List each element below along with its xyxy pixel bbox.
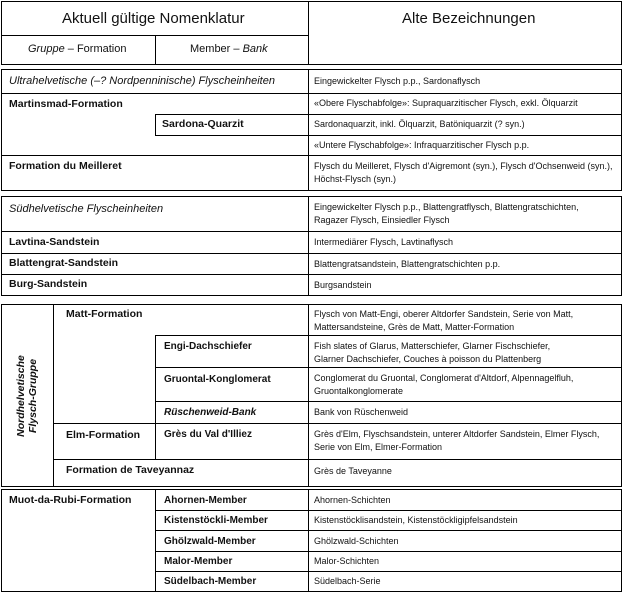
s3-row-line <box>155 401 622 402</box>
member-bank-label <box>190 43 268 56</box>
suedhelvetic-units-old-line1: Eingewickelter Flysch p.p., Blattengratflysch, Blattengratschichten, <box>314 202 579 212</box>
s3-row-line <box>53 423 622 424</box>
group-line-1: Nordhelvetische <box>15 354 28 437</box>
s1-row-line <box>308 114 622 115</box>
kistenstoeckli-member-old: Kistenstöcklisandstein, Kistenstöckligipfelsandstein <box>314 515 518 525</box>
suedelbach-member-old: Südelbach-Serie <box>314 576 381 586</box>
formation-label: – Formation <box>67 43 127 55</box>
meilleret-formation-old-line1: Flysch du Meilleret, Flysch d'Aigremont (syn.), Flysch d'Ochsenweid (syn.), <box>314 161 613 171</box>
current-nomenclature-title: Aktuell gültige Nomenklatur <box>62 10 245 27</box>
blattengrat-sandstein-name: Blattengrat-Sandstein <box>9 257 119 269</box>
engi-dachschiefer-name: Engi-Dachschiefer <box>164 341 252 352</box>
s1-sardona-box-top <box>155 114 308 115</box>
s3-row-line <box>155 335 622 336</box>
s4-row-line <box>155 530 622 531</box>
taveyannaz-formation-name: Formation de Taveyannaz <box>66 464 195 476</box>
meilleret-formation-old-line2: Höchst-Flysch (syn.) <box>314 174 397 184</box>
matt-formation-old-line1: Flysch von Matt-Engi, oberer Altdorfer Sandstein, Serie von Matt, <box>314 309 574 319</box>
s1-row-line <box>1 93 622 94</box>
gres-val-illiez-old-line1: Grès d'Elm, Flyschsandstein, unterer Altdorfer Sandstein, Elmer Flysch, <box>314 429 600 439</box>
s4-row-line <box>155 510 622 511</box>
kistenstoeckli-member-name: Kistenstöckli-Member <box>164 515 268 526</box>
ultrahelvetic-units-name: Ultrahelvetische (–? Nordpenninische) Flyscheinheiten <box>9 75 275 87</box>
elm-formation-name: Elm-Formation <box>66 429 141 441</box>
meilleret-formation-name: Formation du Meilleret <box>9 160 122 172</box>
s4-member-column-line <box>155 489 156 592</box>
martinsmad-formation-old: «Obere Flyschabfolge»: Supraquarzitischer Flysch, exkl. Ölquarzit <box>314 98 578 108</box>
s4-row-line <box>155 571 622 572</box>
gres-val-illiez-name: Grès du Val d'Illiez <box>164 429 252 440</box>
burg-sandstein-name: Burg-Sandstein <box>9 278 88 290</box>
s2-row-line <box>1 231 622 232</box>
gruppe-formation-label <box>28 43 126 56</box>
martinsmad-formation-name: Martinsmad-Formation <box>9 98 123 110</box>
ultrahelvetic-units-old: Eingewickelter Flysch p.p., Sardonaflysch <box>314 76 481 86</box>
matt-formation-name: Matt-Formation <box>66 308 143 320</box>
ahornen-member-name: Ahornen-Member <box>164 495 247 506</box>
engi-dachschiefer-old-line1: Fish slates of Glarus, Matterschiefer, Glarner Fischschiefer, <box>314 341 551 351</box>
gruontal-konglomerat-old-line2: Gruontalkonglomerate <box>314 386 404 396</box>
malor-member-old: Malor-Schichten <box>314 556 380 566</box>
nordhelvetic-group-label <box>1 305 53 486</box>
ahornen-member-old: Ahornen-Schichten <box>314 495 391 505</box>
bank-label: Bank <box>242 43 268 55</box>
suedhelvetic-units-old-line2: Ragazer Flysch, Einsiedler Flysch <box>314 215 450 225</box>
s1-row-line <box>155 135 622 136</box>
blattengrat-sandstein-old: Blattengratsandstein, Blattengratschichten p.p. <box>314 259 501 269</box>
s1-row-line <box>1 155 622 156</box>
ghoelzwald-member-old: Ghölzwald-Schichten <box>314 536 399 546</box>
matt-formation-old-line2: Mattersandsteine, Grès de Matt, Matter-Formation <box>314 322 515 332</box>
gruontal-konglomerat-old-line1: Conglomerat du Gruontal, Conglomerat d'Altdorf, Alpennagelfluh, <box>314 373 574 383</box>
suedhelvetic-units-name: Südhelvetische Flyscheinheiten <box>9 203 164 215</box>
lavtina-sandstein-name: Lavtina-Sandstein <box>9 236 100 248</box>
s2-row-line <box>1 274 622 275</box>
s1-divider-vertical <box>308 69 309 191</box>
taveyannaz-formation-old: Grès de Taveyanne <box>314 466 392 476</box>
muot-da-rubi-formation-name: Muot-da-Rubi-Formation <box>9 494 132 506</box>
s1-sardona-box-left <box>155 114 156 136</box>
header-divider-vertical <box>308 1 309 65</box>
suedelbach-member-name: Südelbach-Member <box>164 576 257 587</box>
header-subdivider <box>155 35 156 65</box>
lavtina-sandstein-old: Intermediärer Flysch, Lavtinaflysch <box>314 237 454 247</box>
gres-val-illiez-old-line2: Serie von Elm, Elmer-Formation <box>314 442 443 452</box>
sardona-quarzit-old: Sardonaquarzit, inkl. Ölquarzit, Batöniquarzit (? syn.) <box>314 119 525 129</box>
s2-divider-vertical <box>308 196 309 296</box>
untere-flyschabfolge-old: «Untere Flyschabfolge»: Infraquarzitischer Flysch p.p. <box>314 140 530 150</box>
member-label: Member – <box>190 43 240 55</box>
ghoelzwald-member-name: Ghölzwald-Member <box>164 536 256 547</box>
group-line-2: Flysch-Gruppe <box>27 358 40 433</box>
nordhelvetic-group-rotated <box>15 355 39 437</box>
sardona-quarzit-name: Sardona-Quarzit <box>162 118 244 130</box>
rueschenweid-bank-name: Rüschenweid-Bank <box>164 407 257 418</box>
burg-sandstein-old: Burgsandstein <box>314 280 372 290</box>
gruontal-konglomerat-name: Gruontal-Konglomerat <box>164 374 271 385</box>
s4-row-line <box>155 551 622 552</box>
malor-member-name: Malor-Member <box>164 556 233 567</box>
s3-row-line <box>53 459 622 460</box>
s2-row-line <box>1 253 622 254</box>
s3-row-line <box>155 367 622 368</box>
gruppe-label: Gruppe <box>28 43 65 55</box>
s4-divider-vertical <box>308 489 309 592</box>
old-names-title: Alte Bezeichnungen <box>402 10 536 27</box>
engi-dachschiefer-old-line2: Glarner Dachschiefer, Couches à poisson du Plattenberg <box>314 354 542 364</box>
s3-member-column-line <box>155 335 156 459</box>
rueschenweid-bank-old: Bank von Rüschenweid <box>314 407 409 417</box>
